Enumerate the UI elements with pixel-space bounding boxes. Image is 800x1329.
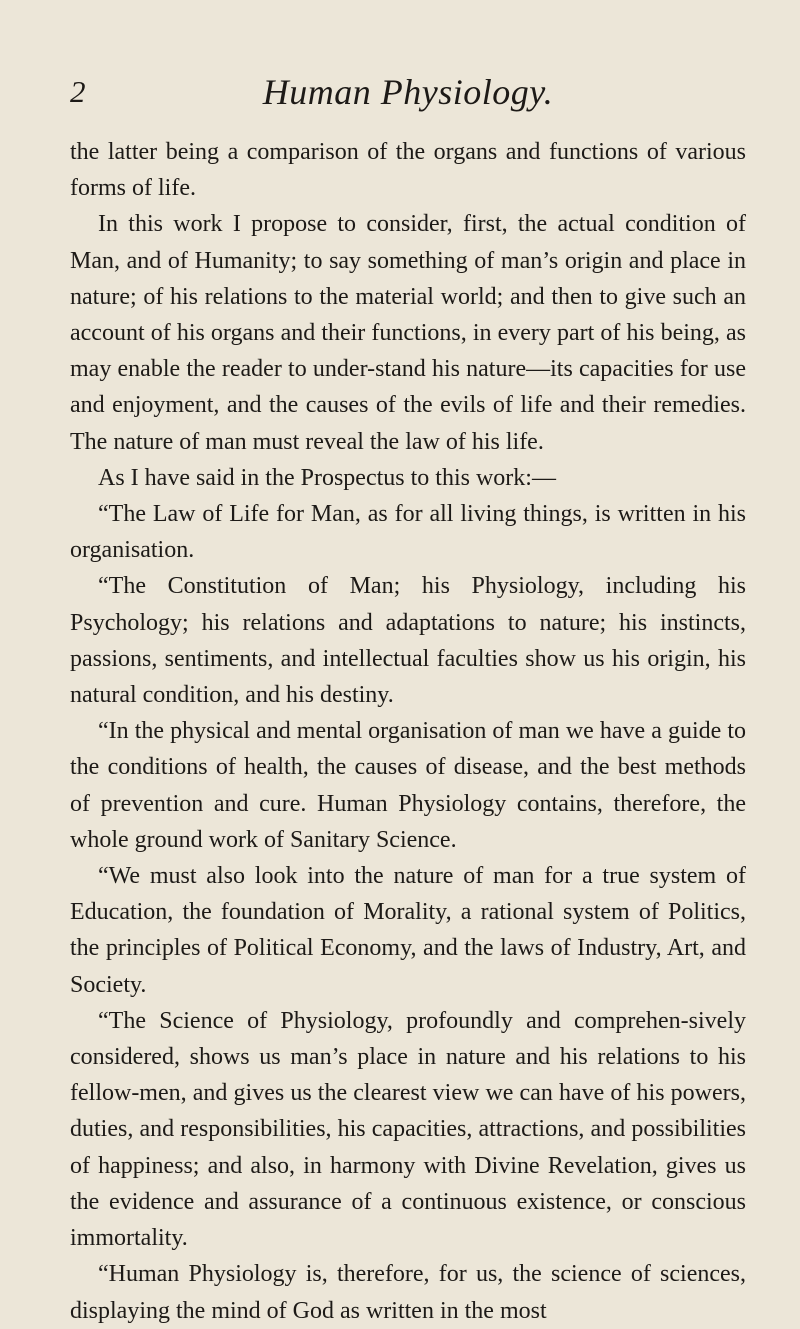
paragraph-work-purpose: In this work I propose to consider, first, the actual condition of Man, and of Humanity; to say something of man’s origin and place in nature; of his relations to the material world; and then to give such an account of his organs and their functions, in every part of his being, as may enable the reader to under-stand his nature—its capacities for use and enjoyment, and the causes of the evils of life and their remedies. The nature of man must reveal the law of his life. [70,211,746,455]
paragraph-constitution: “The Constitution of Man; his Physiology, including his Psychology; his relations and adaptations to nature; his instincts, passions, sentiments, and intellectual faculties show us his origin, his natural condition, and his destiny. [70,573,746,709]
paragraph-science-of-physiology: “The Science of Physiology, profoundly and comprehen-sively considered, shows us man’s place in nature and his relations to his fellow-men, and gives us the clearest view we can have of his powers, duties, and responsibilities, his capacities, attractions, and possibilities of happiness; and also, in harmony with Divine Revelation, gives us the evidence and assurance of a continuous existence, or conscious immortality. [70,1007,746,1252]
body-text [70,134,746,1329]
paragraph-law-of-life: “The Law of Life for Man, as for all living things, is written in his organisation. [70,501,746,564]
paragraph-human-physiology: “Human Physiology is, therefore, for us, the science of sciences, displaying the mind of God as written in the most [70,1261,746,1324]
page-number: 2 [70,74,86,109]
paragraph-education-morality: “We must also look into the nature of man for a true system of Education, the foundation of Morality, a rational system of Politics, the principles of Political Economy, and the laws of Industry, Art, and Society. [70,863,746,998]
running-title: Human Physiology. [262,72,554,112]
page-header [70,72,746,134]
paragraph-continuation: the latter being a comparison of the organs and functions of various forms of life. [70,139,746,202]
paragraph-physical-mental: “In the physical and mental organisation of man we have a guide to the conditions of health, the causes of disease, and the best methods of prevention and cure. Human Physiology contains, therefore, the whole ground work of Sanitary Science. [70,718,746,853]
paragraph-prospectus-intro: As I have said in the Prospectus to this work:— [98,464,556,491]
